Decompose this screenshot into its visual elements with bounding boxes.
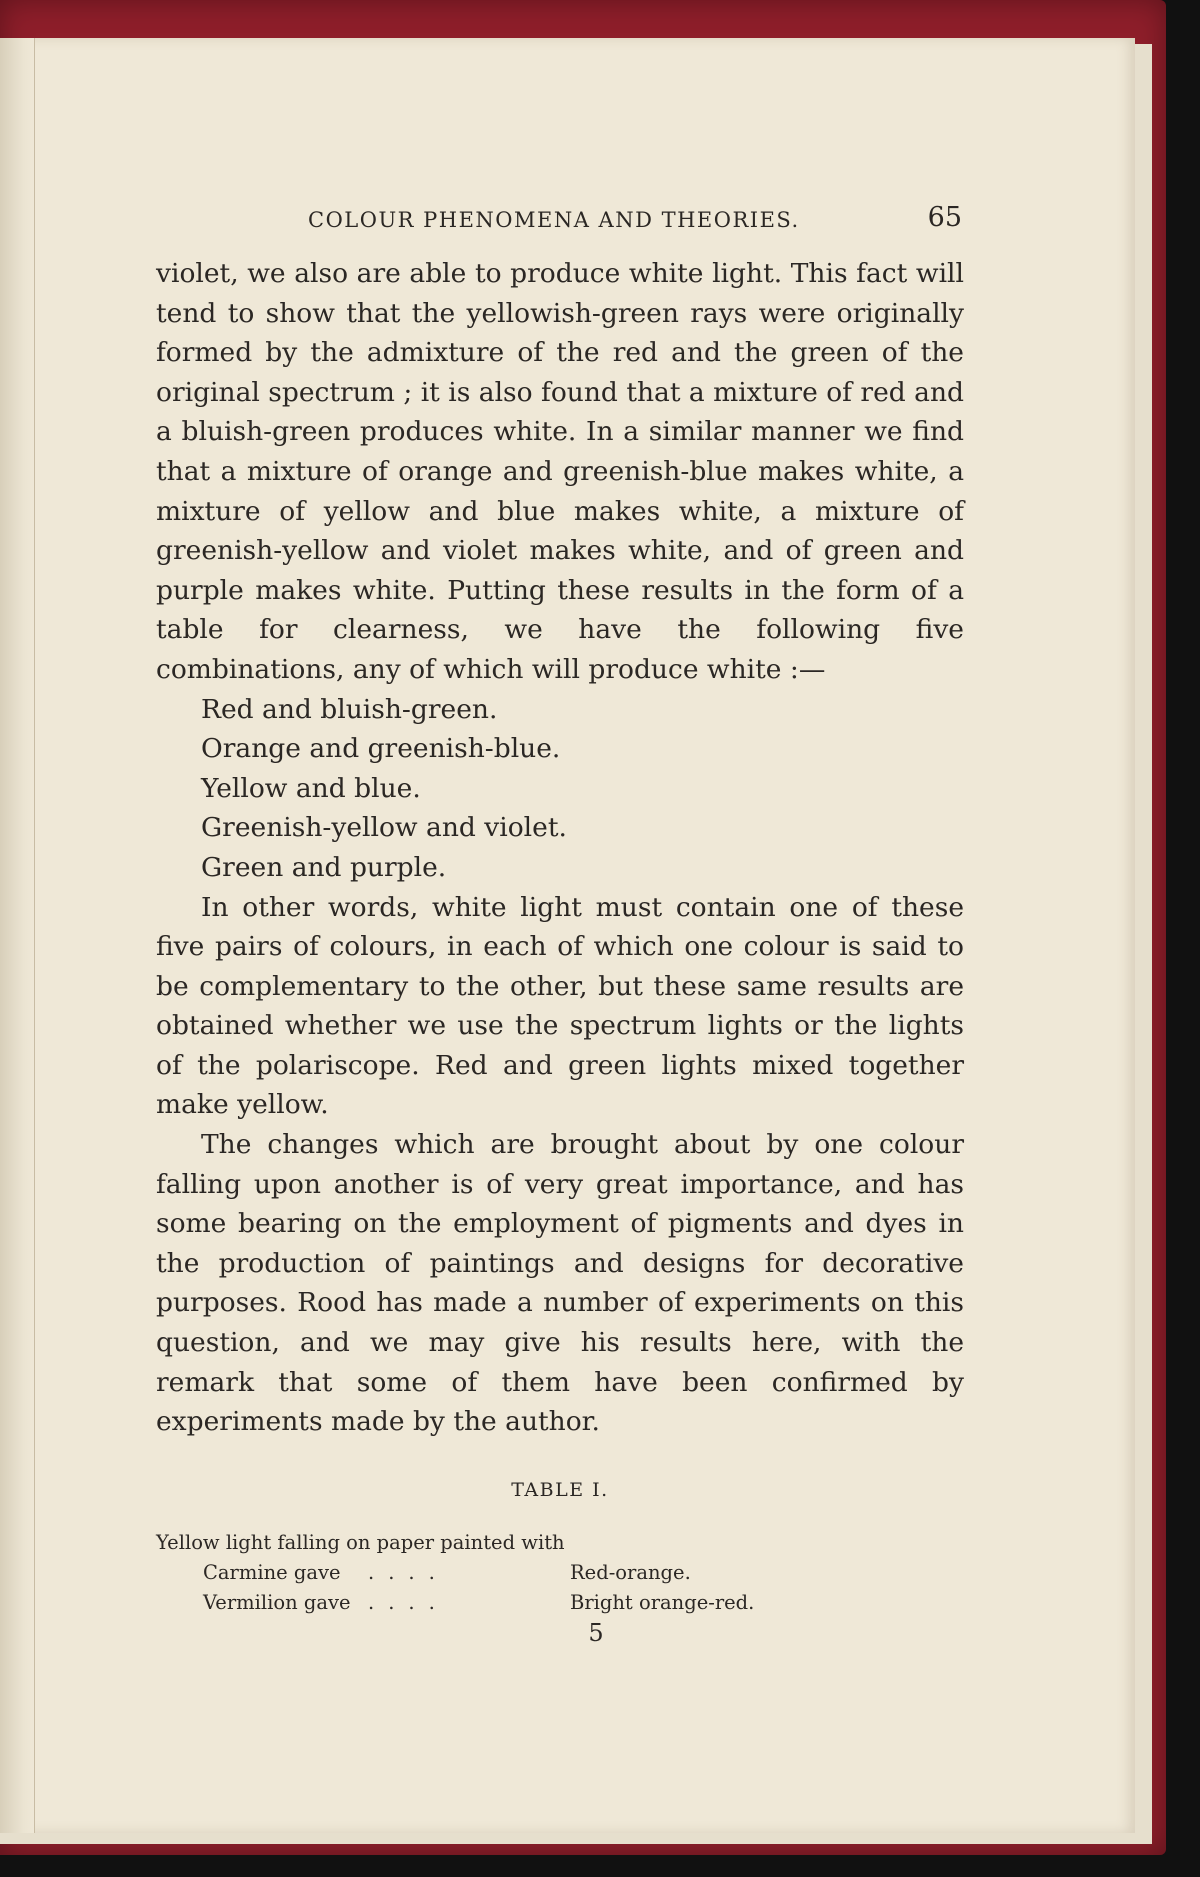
table-row bbox=[156, 1588, 964, 1618]
table-cell-result: Red-orange. bbox=[570, 1560, 691, 1584]
table-cell-result: Bright orange-red. bbox=[570, 1590, 755, 1614]
running-head bbox=[156, 198, 964, 238]
page-number: 65 bbox=[927, 202, 962, 233]
table-intro: Yellow light falling on paper painted with bbox=[156, 1530, 565, 1554]
table-row bbox=[156, 1558, 964, 1588]
page-gutter bbox=[0, 38, 35, 1833]
page-text-block bbox=[156, 198, 964, 1648]
list-item: Red and bluish-green. bbox=[201, 693, 498, 725]
paragraph-complementary: In other words, white light must contain one of these five pairs of colours, in each of which one colour is said to be complementary to the other, but these same results are obtained whether we use the spectrum lights or the lights of the polariscope. Red and green lights mixed together make yellow. bbox=[156, 891, 964, 1121]
paragraph-rood-experiments: The changes which are brought about by one colour falling upon another is of very great importance, and has some bearing on the employment of pigments and dyes in the production of paintings and designs for decorative purposes. Rood has made a number of experiments on this question, and we may give his results here, with the remark that some of them have been confirmed by experiments made by the author. bbox=[156, 1129, 964, 1438]
list-item: Orange and greenish-blue. bbox=[201, 733, 561, 765]
list-item: Greenish-yellow and violet. bbox=[201, 812, 567, 844]
list-item: Green and purple. bbox=[201, 851, 447, 883]
paragraph-continued: violet, we also are able to produce white light. This fact will tend to show that the yellowish-green rays were originally formed by the admixture of the red and the green of the original spectrum ; it is also found that a mixture of red and a bluish-green produces white. In a similar manner we find that a mixture of orange and greenish-blue makes white, a mixture of yellow and blue makes white, a mixture of greenish-yellow and violet makes white, and of green and purple makes white. Putting these results in the form of a table for clearness, we have the following five combinations, any of which will produce white :— bbox=[156, 258, 964, 685]
table-heading: TABLE I. bbox=[511, 1478, 609, 1501]
table-cell-substance: Carmine gave bbox=[203, 1560, 341, 1584]
signature-mark: 5 bbox=[588, 1618, 604, 1647]
table-cell-substance: Vermilion gave bbox=[203, 1590, 351, 1614]
dot-leader: .... bbox=[368, 1560, 449, 1584]
dot-leader: .... bbox=[368, 1590, 449, 1614]
complementary-combinations-list bbox=[156, 690, 964, 888]
list-item: Yellow and blue. bbox=[201, 772, 421, 804]
running-title: COLOUR PHENOMENA AND THEORIES. bbox=[308, 208, 800, 232]
